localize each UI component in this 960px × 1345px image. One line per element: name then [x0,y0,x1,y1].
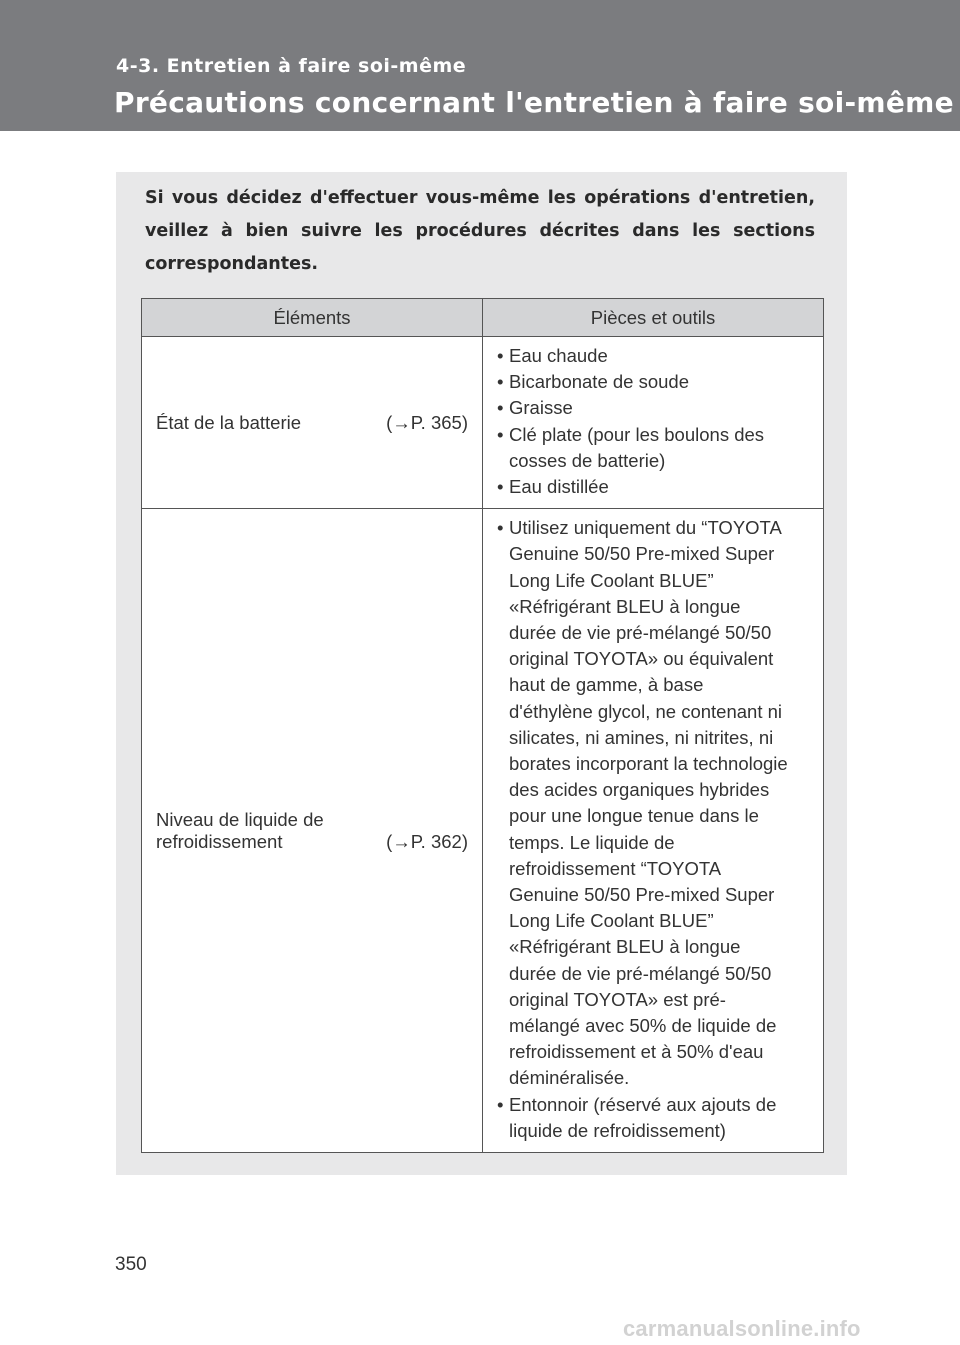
column-header-parts: Pièces et outils [483,299,824,337]
item-name: refroidissement [156,830,283,852]
section-label: 4-3. Entretien à faire soi-même [116,55,467,77]
table-header-row [142,299,824,337]
parts-cell [483,337,824,509]
watermark: carmanualsonline.info [623,1316,861,1341]
item-name: État de la batterie [156,411,302,433]
list-item: • Graisse [497,395,815,421]
intro-paragraph: Si vous décidez d'effectuer vous-même les opérations d'entretien, veillez à bien suivre les procédures décrites dans les sections correspondantes. [145,188,815,274]
list-item: • Utilisez uniquement du “TOYOTA Genuine 50/50 Pre-mixed Super Long Life Coolant BLUE” «Réfrigérant BLEU à longue durée de vie pré-mélangé 50/50 original TOYOTA» ou équivalent haut de gamme, à base d'éthylène glycol, ne contenant ni silicates, ni amines, ni nitrites, ni borates incorporant la technologie des acides organiques hybrides pour une longue tenue dans le temps. Le liquide de refroidissement “TOYOTA Genuine 50/50 Pre-mixed Super Long Life Coolant BLUE” «Réfrigérant BLEU à longue durée de vie pré-mélangé 50/50 original TOYOTA» est pré- mélangé avec 50% de liquide de refroidissement et à 50% d'eau déminéralisée. [497,515,815,1091]
page-reference: (→P. 362) [386,830,468,852]
table-row [142,337,824,509]
list-item: • Eau chaude [497,343,815,369]
page-number: 350 [115,1254,147,1275]
table-row [142,509,824,1153]
parts-cell [483,509,824,1153]
page-title: Précautions concernant l'entretien à faire soi-même [114,86,954,119]
item-cell [142,337,483,509]
column-header-elements: Éléments [142,299,483,337]
list-item: • Eau distillée [497,474,815,500]
parts-list [497,515,815,1144]
list-item: • Clé plate (pour les boulons des cosses de batterie) [497,422,815,474]
list-item: • Entonnoir (réservé aux ajouts de liquide de refroidissement) [497,1092,815,1144]
item-cell [142,509,483,1153]
page-reference: (→P. 365) [386,411,468,433]
parts-list [497,343,815,500]
item-name-line1: Niveau de liquide de [156,808,324,830]
list-item: • Bicarbonate de soude [497,369,815,395]
maintenance-table [141,298,824,1153]
